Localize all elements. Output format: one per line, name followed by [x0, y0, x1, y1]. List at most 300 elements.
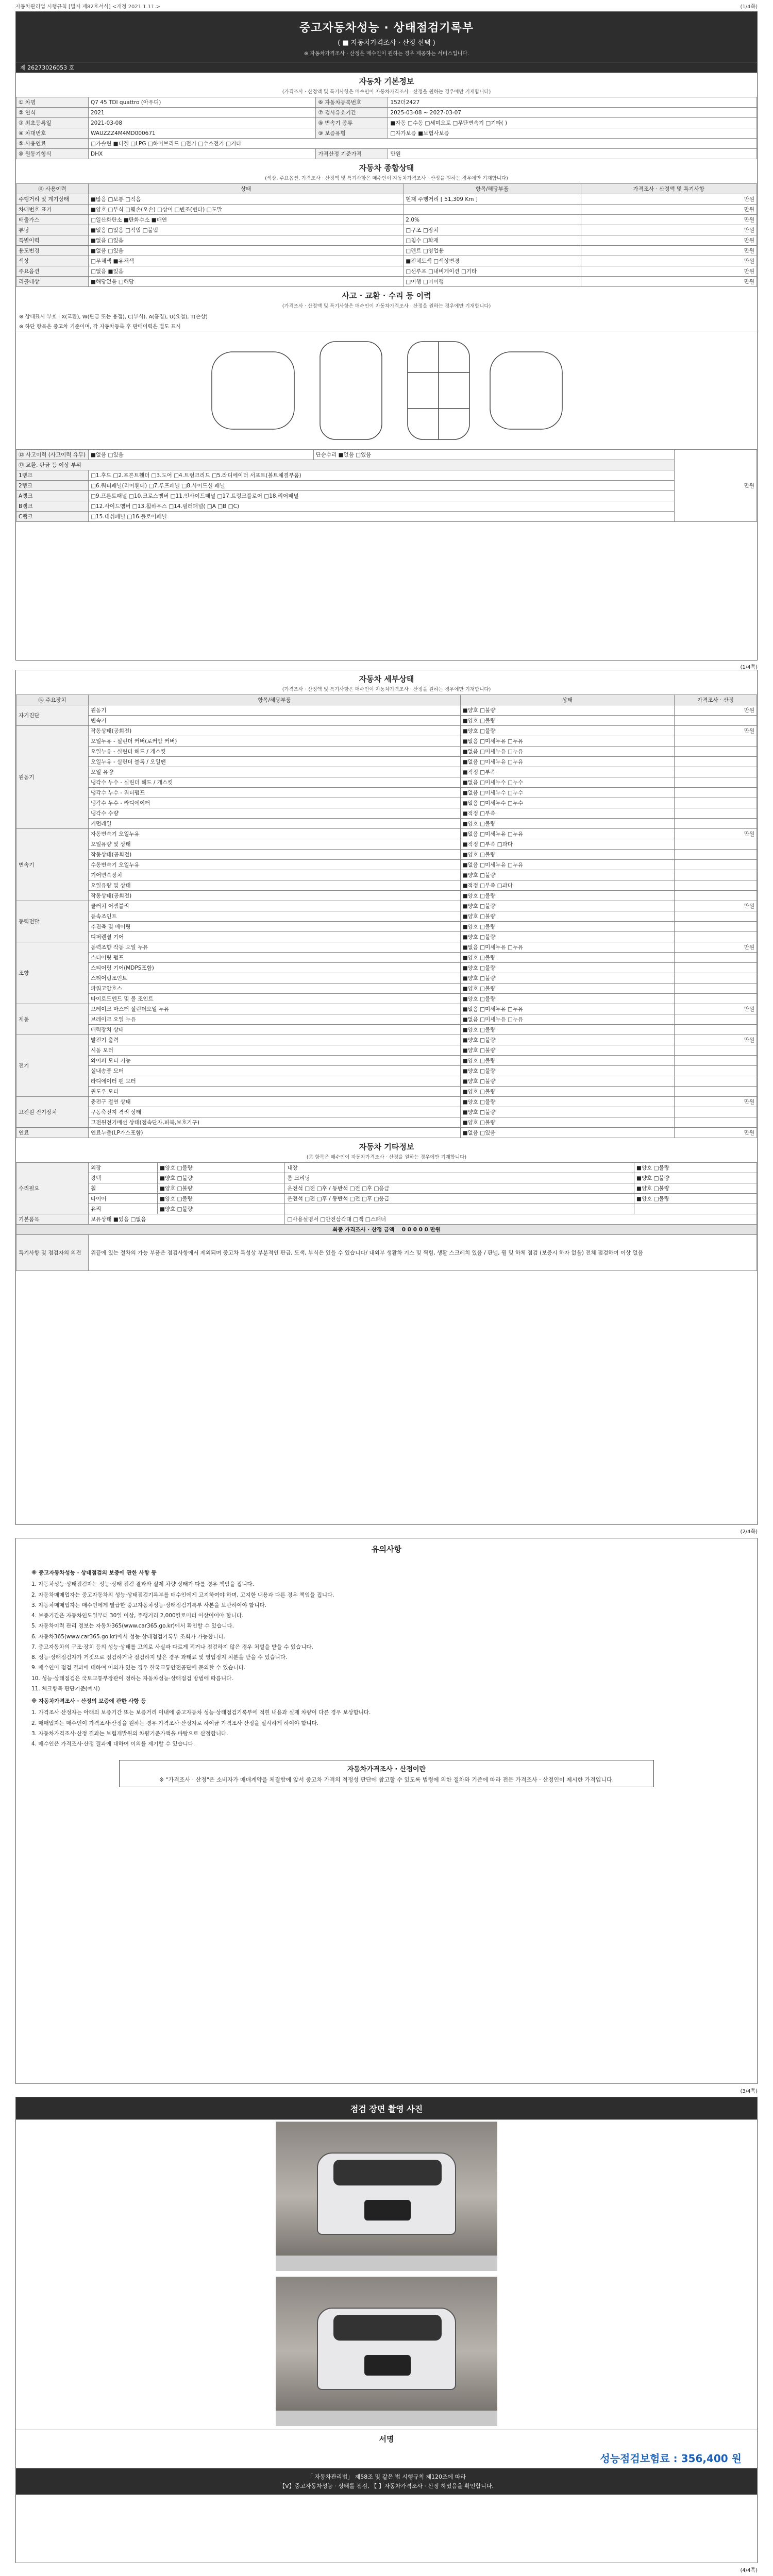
cell-value: ■양호 □부식 □훼손(오손) □상이 □변조(변타) □도말: [89, 205, 404, 215]
cell-price: 만원: [675, 450, 757, 522]
item-price: [675, 1087, 757, 1097]
item-name: 실내송풍 모터: [89, 1066, 461, 1076]
notice-heading-2: ※ 자동차가격조사 · 산정의 보증에 관한 사항 등: [31, 1698, 146, 1705]
record-header: [16, 12, 757, 62]
cell-value: ■양호 □불량: [158, 1204, 285, 1214]
cell-label: ⑬ 교환, 판금 등 이상 부위: [16, 460, 675, 470]
cell-label: 유리: [89, 1204, 158, 1214]
cell-label: ② 연식: [16, 108, 89, 118]
notice-item: 7. 중고자동차의 구조·장치 등의 성능·상태를 고의로 사실과 다르게 적거나 점검하지 않은 경우 처벌을 받을 수 있습니다.: [31, 1643, 313, 1650]
item-price: [675, 850, 757, 860]
device-group: 동력전달: [16, 901, 89, 942]
device-group: 고전원 전기장치: [16, 1097, 89, 1128]
cell-label: 1랭크: [16, 470, 89, 481]
item-price: 만원: [675, 1035, 757, 1045]
item-state: ■양호 □불량: [460, 994, 674, 1004]
cell-value: 2021-03-08: [89, 118, 316, 128]
insurance-row: [16, 2447, 757, 2468]
column-header: 상태: [460, 695, 674, 705]
item-price: [675, 798, 757, 808]
cell-value: ■자동 □수동 □세미오토 □무단변속기 □기타( ): [388, 118, 757, 128]
item-state: ■양호 □불량: [460, 870, 674, 880]
item-name: 기어변속장치: [89, 870, 461, 880]
table-row: [16, 470, 757, 481]
accident-legend: ※ 상태표시 부호 : X(교환), W(판금 또는 용접), C(부식), A(흠집), U(요철), T(손상): [19, 314, 208, 320]
cell-label: ⑫ 사고이력 (사고이력 유무): [16, 450, 89, 460]
item-name: 충전구 절연 상태: [89, 1097, 461, 1107]
cell-value: ■양호 □불량: [634, 1183, 757, 1194]
table-row: [16, 1214, 757, 1225]
cell-value: □자가보증 ■보험사보증: [388, 128, 757, 139]
item-price: [675, 767, 757, 777]
item-state: ■양호 □불량: [460, 1107, 674, 1117]
car-outline-diagram: [201, 336, 573, 445]
table-row: [16, 1163, 757, 1173]
table-row: [16, 1097, 757, 1107]
table-row: [16, 1045, 757, 1056]
table-row: [16, 246, 757, 256]
item-price: [675, 953, 757, 963]
cell-label: 용도변경: [16, 246, 89, 256]
item-price: [675, 922, 757, 932]
item-name: 시동 모터: [89, 1045, 461, 1056]
insurance-label: 성능점검보험료: [600, 2452, 670, 2465]
cell-label: 2랭크: [16, 481, 89, 491]
top-line: [0, 0, 773, 12]
table-row: [16, 1066, 757, 1076]
cell-value: ■양호 □불량: [158, 1194, 285, 1204]
cell-label: ⑥ 자동차등록번호: [316, 97, 388, 108]
insurance-amount: 356,400 원: [681, 2452, 742, 2465]
table-row: [16, 798, 757, 808]
item-price: [675, 1076, 757, 1087]
car-top-outline: [320, 342, 382, 439]
page-number: (1/4쪽): [740, 665, 758, 670]
record-note: ※ 자동차가격조사 · 산정은 매수인이 원하는 경우 제공하는 서비스입니다.: [304, 51, 469, 57]
item-state: ■양호 □불량: [460, 819, 674, 829]
table-row: [16, 777, 757, 788]
table-row: [16, 860, 757, 870]
item-name: 냉각수 수량: [89, 808, 461, 819]
inspection-photo-front: [276, 2122, 497, 2271]
item-name: 윈도우 모터: [89, 1087, 461, 1097]
table-row: [16, 277, 757, 287]
item-state: ■양호 □불량: [460, 984, 674, 994]
item-price: [675, 984, 757, 994]
item-state: ■양호 □불량: [460, 953, 674, 963]
table-row: [16, 108, 757, 118]
cell-price: 만원: [581, 194, 757, 205]
device-group: 변속기: [16, 829, 89, 901]
device-group: 조향: [16, 942, 89, 1004]
item-state: ■양호 □불량: [460, 1025, 674, 1035]
table-row: [16, 235, 757, 246]
table-row: [16, 1235, 757, 1271]
basic-info-title: 자동차 기본정보: [359, 77, 414, 86]
cell-label: 튜닝: [16, 225, 89, 235]
cell-value: 만원: [388, 149, 757, 159]
cell-value: 보유상태 ■있음 □없음: [89, 1214, 285, 1225]
item-price: [675, 819, 757, 829]
column-header: 가격조사 · 산정: [675, 695, 757, 705]
table-row: [16, 808, 757, 819]
item-name: 오일누유 - 실린더 블록 / 오일팬: [89, 757, 461, 767]
cell-value: ■전체도색 □색상변경: [404, 256, 581, 266]
cell-label: ⑤ 사용연료: [16, 139, 89, 149]
cell-value: □렌트 □영업용: [404, 246, 581, 256]
table-row: [16, 1004, 757, 1014]
table-row: [16, 994, 757, 1004]
notice-item: 4. 매수인은 가격조사·산정 결과에 대하여 이의를 제기할 수 있습니다.: [31, 1741, 195, 1748]
table-row: [16, 870, 757, 880]
cell-value: [404, 205, 581, 215]
detail-title: 자동차 세부상태: [359, 674, 414, 684]
cell-label: 차대번호 표기: [16, 205, 89, 215]
item-state: ■양호 □불량: [460, 1035, 674, 1045]
cell-price: 만원: [581, 215, 757, 225]
document-number: 제 26273026053 호: [16, 62, 757, 73]
total-value: 0 0 0 0 0 만원: [401, 1227, 441, 1233]
cell-label: 리콜대상: [16, 277, 89, 287]
overall-sub: (색상, 주요옵션, 가격조사 · 산정액 및 특기사항은 매수인이 자동차가격조사 · 산정을 원하는 경우에만 기재합니다): [265, 176, 508, 181]
item-name: 원동기: [89, 705, 461, 716]
form-reference: 자동차관리법 시행규칙 [별지 제82호서식] <개정 2021.1.11.>: [15, 4, 161, 10]
column-header: ⑪ 사용이력: [16, 184, 89, 194]
page-number: (4/4쪽): [740, 2568, 758, 2573]
table-row: [16, 128, 757, 139]
item-price: [675, 911, 757, 922]
cell-label: 색상: [16, 256, 89, 266]
item-state: ■없음 □미세누유 □누유: [460, 942, 674, 953]
cell-price: 만원: [581, 225, 757, 235]
cell-price: 만원: [581, 235, 757, 246]
item-name: 냉각수 누수 - 실린더 헤드 / 개스킷: [89, 777, 461, 788]
item-state: ■양호 □불량: [460, 1117, 674, 1128]
item-name: 오일누유 - 실린더 헤드 / 개스킷: [89, 747, 461, 757]
detail-sub: (가격조사 · 산정액 및 특기사항은 매수인이 자동차가격조사 · 산정을 원하는 경우에만 기재합니다): [282, 687, 491, 692]
item-name: 작동상태(공회전): [89, 891, 461, 901]
column-header: 항목/해당부품: [404, 184, 581, 194]
table-row: [16, 97, 757, 108]
item-price: [675, 747, 757, 757]
item-state: ■적정 □부족: [460, 808, 674, 819]
car-image: [317, 2153, 456, 2235]
cell-value: ■양호 □불량: [158, 1183, 285, 1194]
price-assessment-box: [119, 1760, 654, 1787]
item-price: [675, 716, 757, 726]
table-row: [16, 215, 757, 225]
page-4: [15, 2097, 758, 2563]
item-price: 만원: [675, 942, 757, 953]
table-row: [16, 901, 757, 911]
device-group: 원동기: [16, 726, 89, 829]
table-row: [16, 1035, 757, 1045]
table-row: [16, 984, 757, 994]
other-sub: (⑮ 항목은 매수인이 자동차가격조사 · 산정을 원하는 경우에만 기재합니다): [306, 1155, 467, 1160]
cell-value: 단순수리 ■없음 □있음: [313, 450, 674, 460]
item-price: [675, 973, 757, 984]
item-state: ■양호 □불량: [460, 726, 674, 736]
item-state: ■양호 □불량: [460, 1076, 674, 1087]
cell-value: WAUZZZ4M4MD000671: [89, 128, 316, 139]
cell-label: 특별이력: [16, 235, 89, 246]
cell-value: ■많음 □보통 □적음: [89, 194, 404, 205]
other-table: [16, 1162, 757, 1271]
item-price: [675, 839, 757, 850]
cell-label: 수리필요: [16, 1163, 89, 1214]
cell-label: B랭크: [16, 501, 89, 512]
cell-label: 배출가스: [16, 215, 89, 225]
cell-value: □가솔린 ■디젤 □LPG □하이브리드 □전기 □수소전기 □기타: [89, 139, 757, 149]
item-name: 작동상태(공회전): [89, 850, 461, 860]
cell-label: 특기사항 및 점검자의 의견: [16, 1235, 89, 1271]
table-row: [16, 512, 757, 522]
item-name: 디퍼렌셜 기어: [89, 932, 461, 942]
item-name: 커먼레일: [89, 819, 461, 829]
car-rear-outline: [490, 352, 562, 429]
cell-label: ③ 최초등록일: [16, 118, 89, 128]
item-name: 수동변속기 오일누유: [89, 860, 461, 870]
item-state: ■양호 □불량: [460, 911, 674, 922]
item-price: 만원: [675, 705, 757, 716]
table-header-row: [16, 184, 757, 194]
item-name: 타이로드엔드 및 볼 조인트: [89, 994, 461, 1004]
table-row: [16, 139, 757, 149]
cell-value: ■없음 □있음: [89, 246, 404, 256]
overall-title: 자동차 종합상태: [359, 163, 414, 173]
item-name: 동력조향 작동 오일 누유: [89, 942, 461, 953]
notice-item: 9. 매수인이 점검 결과에 대하여 이의가 있는 경우 한국교통안전공단에 문의할 수 있습니다.: [31, 1665, 246, 1671]
basic-info-table: [16, 97, 757, 159]
item-state: ■양호 □불량: [460, 1066, 674, 1076]
item-name: 오일 유량: [89, 767, 461, 777]
item-price: 만원: [675, 901, 757, 911]
accident-sub: (가격조사 · 산정액 및 특기사항은 매수인이 자동차가격조사 · 산정을 원하는 경우에만 기재합니다): [282, 303, 491, 309]
cell-label: 타이어: [89, 1194, 158, 1204]
item-state: ■양호 □불량: [460, 922, 674, 932]
cell-price: 만원: [581, 205, 757, 215]
notice-item: 8. 성능·상태점검자가 거짓으로 점검하거나 점검하지 않은 경우 과태료 및 영업정지 처분을 받을 수 있습니다.: [31, 1654, 288, 1661]
page-3: [15, 1538, 758, 2084]
page-1: [15, 11, 758, 660]
item-state: ■양호 □불량: [460, 901, 674, 911]
table-row: [16, 194, 757, 205]
item-price: [675, 777, 757, 788]
table-row: [16, 705, 757, 716]
cell-value: ■양호 □불량: [634, 1163, 757, 1173]
item-name: 변속기: [89, 716, 461, 726]
box-text: ※ "가격조사 · 산정"은 소비자가 매매계약을 체결함에 앞서 중고차 가격의 적정성 판단에 참고할 수 있도록 법령에 의한 절차와 기준에 따라 전문 가격조사 · 산정인이 제시한 가격입니다.: [159, 1776, 614, 1783]
column-header: 상태: [89, 184, 404, 194]
item-state: ■적정 □부족 □과다: [460, 839, 674, 850]
item-state: ■없음 □미세누유 □누유: [460, 829, 674, 839]
item-name: 연료누출(LP가스포함): [89, 1128, 461, 1138]
item-name: 추진축 및 베어링: [89, 922, 461, 932]
item-price: [675, 1056, 757, 1066]
cell-label: 휠: [89, 1183, 158, 1194]
table-row: [16, 1107, 757, 1117]
item-name: 오일유량 및 상태: [89, 839, 461, 850]
item-state: ■양호 □불량: [460, 705, 674, 716]
notice-item: 10. 성능·상태점검은 국토교통부장관이 정하는 자동차성능·상태점검 방법에 따릅니다.: [31, 1675, 233, 1682]
item-name: 구동축전지 격리 상태: [89, 1107, 461, 1117]
item-name: 발전기 출력: [89, 1035, 461, 1045]
table-row: [16, 829, 757, 839]
item-price: [675, 1117, 757, 1128]
accident-title: 사고 · 교환 · 수리 등 이력: [342, 291, 431, 300]
table-row: [16, 747, 757, 757]
cell-label: ① 차명: [16, 97, 89, 108]
item-name: 오일유량 및 상태: [89, 880, 461, 891]
cell-value: ■양호 □불량: [634, 1194, 757, 1204]
table-row: [16, 953, 757, 963]
box-title: 자동차가격조사 · 산정이란: [347, 1765, 426, 1773]
item-price: [675, 1107, 757, 1117]
table-row: [16, 922, 757, 932]
cell-value: □무채색 ■유채색: [89, 256, 404, 266]
table-row: [16, 256, 757, 266]
table-header-row: [16, 695, 757, 705]
item-price: [675, 880, 757, 891]
cell-label: ④ 차대번호: [16, 128, 89, 139]
item-name: 등속조인트: [89, 911, 461, 922]
cell-value: 152더2427: [388, 97, 757, 108]
item-price: [675, 932, 757, 942]
cell-label: 주요옵션: [16, 266, 89, 277]
table-row: [16, 205, 757, 215]
cell-value: □12.사이드멤버 □13.휠하우스 □14.필러패널( □A □B □C): [89, 501, 675, 512]
cell-label: A랭크: [16, 491, 89, 501]
item-price: 만원: [675, 829, 757, 839]
column-header: 가격조사 · 산정액 및 특기사항: [581, 184, 757, 194]
item-state: ■양호 □불량: [460, 1045, 674, 1056]
cell-value: □없음 ■있음: [89, 266, 404, 277]
table-row: [16, 460, 757, 470]
cell-value: ■해당없음 □해당: [89, 277, 404, 287]
table-row: [16, 1183, 757, 1194]
table-row: [16, 1225, 757, 1235]
cell-label: ⑨ 보증유형: [316, 128, 388, 139]
item-price: 만원: [675, 726, 757, 736]
table-row: [16, 911, 757, 922]
item-price: 만원: [675, 1128, 757, 1138]
table-row: [16, 1173, 757, 1183]
device-group: 제동: [16, 1004, 89, 1035]
cell-label: ⑦ 검사유효기간: [316, 108, 388, 118]
photo-header: [16, 2097, 757, 2120]
notice-item: 4. 보증기간은 자동차인도일부터 30일 이상, 주행거리 2,000킬로미터 이상이어야 합니다.: [31, 1613, 244, 1619]
photo-title: 점검 장면 촬영 사진: [350, 2104, 423, 2114]
cell-value: □15.대쉬패널 □16.플로어패널: [89, 512, 675, 522]
item-price: [675, 1014, 757, 1025]
notice-item: 3. 자동차가격조사·산정 결과는 보험개발원의 차량기준가액을 바탕으로 산정합니다.: [31, 1730, 228, 1737]
table-row: [16, 932, 757, 942]
item-name: 스티어링 기어(MDPS포함): [89, 963, 461, 973]
item-state: ■없음 □미세누유 □누유: [460, 736, 674, 747]
item-name: 브레이크 마스터 실린더오일 누유: [89, 1004, 461, 1014]
item-name: 고전원전기배선 상태(접속단자,피복,보호기구): [89, 1117, 461, 1128]
car-front-outline: [212, 352, 294, 429]
item-name: 스티어링 펌프: [89, 953, 461, 963]
item-state: ■양호 □불량: [460, 850, 674, 860]
notice-heading-1: ※ 중고자동차성능 · 상태점검의 보증에 관한 사항 등: [31, 1570, 157, 1576]
table-row: [16, 481, 757, 491]
cell-label: ⑩ 원동기형식: [16, 149, 89, 159]
photo-area: [16, 2120, 757, 2430]
page-number: (3/4쪽): [740, 2089, 758, 2094]
cell-value: 2021: [89, 108, 316, 118]
signature-title: 서명: [16, 2430, 757, 2447]
cell-value: ■없음 □있음 □적법 □불법: [89, 225, 404, 235]
table-row: [16, 1194, 757, 1204]
cell-label: 운전석 □전 □후 / 동반석 □전 □후 □응급: [285, 1183, 634, 1194]
cell-value: Q7 45 TDI quattro (아우디): [89, 97, 316, 108]
table-row: [16, 767, 757, 777]
table-row: [16, 1204, 757, 1214]
cell-value: ■양호 □불량: [158, 1163, 285, 1173]
cell-value: ■없음 □있음: [89, 235, 404, 246]
item-state: ■없음 □미세누수 □누수: [460, 798, 674, 808]
item-state: ■없음 □미세누유 □누유: [460, 860, 674, 870]
cell-label: 광택: [89, 1173, 158, 1183]
cell-value: □9.프론트패널 □10.크로스멤버 □11.인사이드패널 □17.트렁크플로어 □18.리어패널: [89, 491, 675, 501]
cell-price: 만원: [581, 256, 757, 266]
table-row: [16, 1056, 757, 1066]
cell-label: C랭크: [16, 512, 89, 522]
notice-title: 유의사항: [372, 1545, 401, 1554]
notice-item: 2. 자동차매매업자는 중고자동차의 성능·상태점검기록부를 매수인에게 고지하여야 하며, 고지한 내용과 다른 경우 책임을 집니다.: [31, 1591, 334, 1598]
cell-label: 외장: [89, 1163, 158, 1173]
page-number: (1/4쪽): [740, 4, 758, 10]
cell-label: 룸 크리닝: [285, 1173, 634, 1183]
accident-note: ※ 하단 항목은 중고차 기준이며, 각 자동차등록 후 판매이력은 별도 표시: [19, 324, 181, 330]
cell-value: ■양호 □불량: [634, 1173, 757, 1183]
item-state: ■없음 □미세누유 □누유: [460, 757, 674, 767]
item-price: [675, 736, 757, 747]
item-name: 작동상태(공회전): [89, 726, 461, 736]
cell-value: □6.쿼터패널(리어휀더) □7.루프패널 □8.사이드실 패널: [89, 481, 675, 491]
record-title: 중고자동차성능 · 상태점검기록부: [299, 22, 474, 35]
item-name: 라디에이터 팬 모터: [89, 1076, 461, 1087]
special-remarks: 위끝에 있는 절차의 가능 부품은 점검사항에서 제외되며 중고차 특성상 부분적인 판금, 도색, 부식은 있을 수 있습니다/ 내외부 생활차 기스 및 찍힘, 생활 스크레치 있음 / 판넬, 휠 및 하체 점검 (보증시 하자 없음) 전체 점검하여 이상 없음: [89, 1235, 757, 1271]
table-row: [16, 788, 757, 798]
table-row: [16, 757, 757, 767]
item-state: ■없음 □미세누유 □누유: [460, 1014, 674, 1025]
item-price: 만원: [675, 1004, 757, 1014]
device-group: 전기: [16, 1035, 89, 1097]
inspection-photo-rear: [276, 2277, 497, 2426]
cell-price: 만원: [581, 277, 757, 287]
item-price: [675, 963, 757, 973]
device-group: 자기진단: [16, 705, 89, 726]
cell-value: □1.후드 □2.프론트휀더 □3.도어 □4.트렁크리드 □5.라디에이터 서포트(볼트체결부품): [89, 470, 675, 481]
cell-label: ⑧ 변속기 종류: [316, 118, 388, 128]
notice-item: 3. 자동차매매업자는 매수인에게 발급한 중고자동차성능·상태점검기록부 사본을 보관하여야 합니다.: [31, 1602, 266, 1608]
item-state: ■없음 □미세누수 □누수: [460, 788, 674, 798]
cell-value: □침수 □화재: [404, 235, 581, 246]
device-group: 연료: [16, 1128, 89, 1138]
item-price: [675, 1045, 757, 1056]
other-title: 자동차 기타정보: [359, 1142, 414, 1151]
cell-value: □사용설명서 □안전삼각대 □잭 □스패너: [285, 1214, 757, 1225]
table-row: [16, 450, 757, 460]
notice-item: 2. 매매업자는 매수인이 가격조사·산정을 원하는 경우 가격조사·산정자로 하여금 가격조사·산정을 실시하게 하여야 합니다.: [31, 1720, 319, 1726]
table-row: [16, 736, 757, 747]
cell-label: 내장: [285, 1163, 634, 1173]
item-state: ■적정 □부족 □과다: [460, 880, 674, 891]
item-state: ■양호 □불량: [460, 1056, 674, 1066]
item-price: [675, 891, 757, 901]
